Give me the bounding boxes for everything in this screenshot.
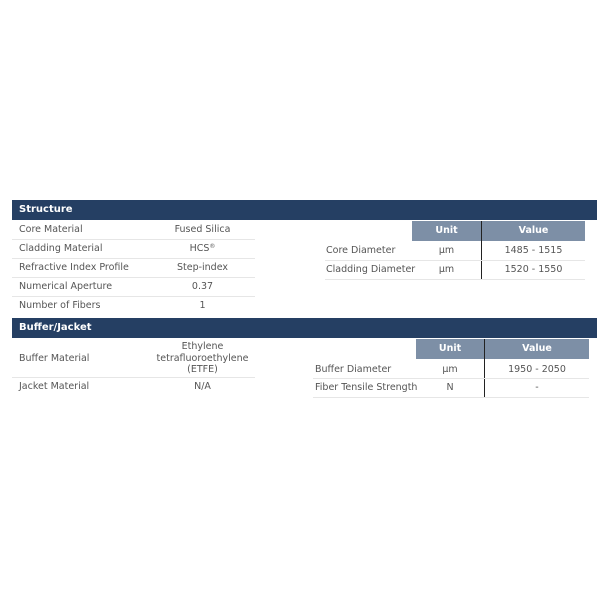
core-material-value: Fused Silica bbox=[174, 224, 231, 235]
numerical-aperture-label: Numerical Aperture bbox=[19, 281, 113, 292]
numerical-aperture-value: 0.37 bbox=[191, 281, 214, 292]
row-divider bbox=[12, 239, 255, 240]
core-diameter-value: 1485 - 1515 bbox=[504, 245, 563, 256]
cladding-diameter-value: 1520 - 1550 bbox=[504, 264, 563, 275]
value-header: Value bbox=[482, 221, 585, 241]
row-divider bbox=[325, 260, 585, 261]
buffer-diameter-value: 1950 - 2050 bbox=[508, 364, 566, 375]
number-of-fibers-value: 1 bbox=[199, 300, 206, 311]
number-of-fibers-label: Number of Fibers bbox=[19, 300, 101, 311]
row-divider bbox=[12, 258, 255, 259]
tensile-strength-unit: N bbox=[446, 382, 454, 393]
cladding-material-text: HCS bbox=[189, 243, 210, 254]
tensile-strength-value: - bbox=[535, 382, 539, 393]
row-divider bbox=[325, 279, 585, 280]
core-diameter-label: Core Diameter bbox=[326, 245, 396, 256]
row-divider bbox=[12, 296, 255, 297]
unit-header: Unit bbox=[412, 221, 481, 241]
cladding-material-label: Cladding Material bbox=[19, 243, 103, 254]
core-diameter-unit: μm bbox=[438, 245, 455, 256]
row-divider bbox=[12, 277, 255, 278]
buffer-material-value bbox=[145, 341, 260, 376]
registered-mark: ® bbox=[209, 243, 216, 250]
jacket-material-label: Jacket Material bbox=[19, 381, 90, 392]
row-divider bbox=[313, 397, 589, 398]
row-divider bbox=[12, 377, 255, 378]
buffer-material-label: Buffer Material bbox=[19, 353, 90, 364]
tensile-strength-label: Fiber Tensile Strength bbox=[315, 382, 418, 393]
value-header: Value bbox=[485, 339, 589, 359]
cladding-diameter-unit: μm bbox=[438, 264, 455, 275]
buffer-material-line-3: (ETFE) bbox=[187, 364, 218, 375]
row-divider bbox=[313, 378, 589, 379]
refractive-index-value: Step-index bbox=[176, 262, 229, 273]
buffer-diameter-unit: μm bbox=[442, 364, 458, 375]
buffer-material-line-1: Ethylene bbox=[181, 341, 224, 352]
structure-header bbox=[12, 200, 597, 220]
core-material-label: Core Material bbox=[19, 224, 83, 235]
unit-header: Unit bbox=[416, 339, 484, 359]
buffer-title: Buffer/Jacket bbox=[19, 322, 92, 333]
buffer-material-line-2: tetrafluoroethylene bbox=[156, 352, 249, 364]
cladding-diameter-label: Cladding Diameter bbox=[326, 264, 416, 275]
refractive-index-label: Refractive Index Profile bbox=[19, 262, 129, 273]
cladding-material-value bbox=[150, 243, 255, 255]
buffer-diameter-label: Buffer Diameter bbox=[315, 364, 392, 375]
jacket-material-value: N/A bbox=[194, 381, 211, 392]
structure-title: Structure bbox=[19, 204, 73, 215]
buffer-header bbox=[12, 318, 597, 338]
